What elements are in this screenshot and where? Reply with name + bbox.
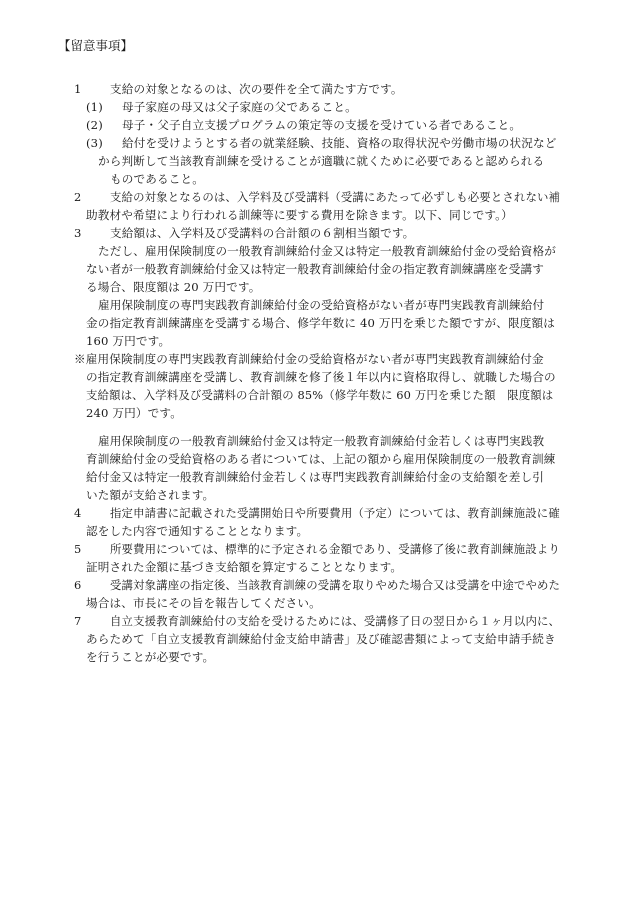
sub-text: 母子・父子自立支援プログラムの策定等の支援を受けている者であること。	[122, 118, 522, 132]
item-number: 5	[74, 542, 82, 556]
note-block	[74, 350, 560, 422]
para-line-4: いた額が支給されます。	[86, 488, 215, 502]
item-number: 1	[74, 82, 82, 96]
item-1-sub-2	[74, 116, 560, 134]
item-3-line-4: る場合、限度額は 20 万円です。	[86, 280, 261, 294]
note-line-3: 支給額は、入学料及び受講料の合計額の 85%（修学年数に 60 万円を乗じた額 限度額は	[86, 388, 554, 402]
item-7-line-2: あらためて「自立支援教育訓練給付金支給申請書」及び確認書類によって支給申請手続き	[86, 632, 556, 646]
item-2-line-1	[74, 188, 560, 206]
item-7	[74, 612, 560, 666]
item-3-line-3: ない者が一般教育訓練給付金又は特定一般教育訓練給付金の指定教育訓練講座を受講す	[86, 262, 545, 276]
item-2	[74, 188, 560, 224]
note-line-4: 240 万円）です。	[86, 406, 182, 420]
item-3-line-7: 160 万円です。	[86, 334, 171, 348]
item-7-line-3: を行うことが必要です。	[86, 650, 215, 664]
item-6-line-1	[74, 576, 560, 594]
item-number: 4	[74, 506, 82, 520]
item-6-line-2: 場合は、市長にその旨を報告してください。	[86, 596, 321, 610]
item-5-line-1	[74, 540, 560, 558]
supplement-paragraph	[74, 432, 560, 504]
item-1-sub-3-cont-1: から判断して当該教育訓練を受けることが適職に就くために必要であると認められる	[98, 154, 545, 168]
note-line-1: ※雇用保険制度の専門実践教育訓練給付金の受給資格がない者が専門実践教育訓練給付金	[74, 352, 544, 366]
item-3-line-6: 金の指定教育訓練講座を受講する場合、修学年数に 40 万円を乗じた額ですが、限度額は	[86, 316, 555, 330]
sub-text: 給付を受けようとする者の就業経験、技能、資格の取得状況や労働市場の状況など	[122, 136, 557, 150]
notes-heading: 【留意事項】	[58, 38, 134, 53]
item-7-line-1	[74, 612, 560, 630]
item-1-sub-1	[74, 98, 560, 116]
item-3-text-1: 支給額は、入学料及び受講料の合計額の６割相当額です。	[110, 226, 415, 240]
sub-text: 母子家庭の母又は父子家庭の父であること。	[122, 100, 357, 114]
item-4	[74, 504, 560, 540]
sub-label: (1)	[86, 100, 103, 114]
item-number: 2	[74, 190, 82, 204]
item-5-line-2: 証明された金額に基づき支給額を算定することとなります。	[86, 560, 403, 574]
item-3	[74, 224, 560, 350]
item-1-sub-3-cont-2: ものであること。	[110, 172, 204, 186]
sub-label: (2)	[86, 118, 103, 132]
item-3-line-5: 雇用保険制度の専門実践教育訓練給付金の受給資格がない者が専門実践教育訓練給付	[98, 298, 545, 312]
item-2-text-1: 支給の対象となるのは、入学料及び受講料（受講にあたって必ずしも必要とされない補	[110, 190, 561, 204]
item-number: 6	[74, 578, 82, 592]
item-6	[74, 576, 560, 612]
item-4-line-2: 認をした内容で通知することとなります。	[86, 524, 309, 538]
note-line-2: の指定教育訓練講座を受講し、教育訓練を修了後１年以内に資格取得し、就職した場合の	[86, 370, 556, 384]
para-line-2: 育訓練給付金の受給資格のある者については、上記の額から雇用保険制度の一般教育訓練	[86, 452, 556, 466]
item-number: 7	[74, 614, 82, 628]
para-line-3: 給付金又は特定一般教育訓練給付金若しくは専門実践教育訓練給付金の支給額を差し引	[86, 470, 545, 484]
item-7-text-1: 自立支援教育訓練給付の支給を受けるためには、受講修了日の翌日から１ヶ月以内に、	[110, 614, 561, 628]
item-2-line-2: 助教材や希望により行われる訓練等に要する費用を除きます。以下、同じです。）	[86, 208, 513, 222]
item-5-text-1: 所要費用については、標準的に予定される金額であり、受講修了後に教育訓練施設より	[110, 542, 560, 556]
item-1-lead-line	[74, 80, 560, 98]
item-1-lead: 支給の対象となるのは、次の要件を全て満たす方です。	[110, 82, 403, 96]
para-line-1: 雇用保険制度の一般教育訓練給付金又は特定一般教育訓練給付金若しくは専門実践教	[98, 434, 545, 448]
item-6-text-1: 受講対象講座の指定後、当該教育訓練の受講を取りやめた場合又は受講を中途でやめた	[110, 578, 561, 592]
item-3-line-2: ただし、雇用保険制度の一般教育訓練給付金又は特定一般教育訓練給付金の受給資格が	[98, 244, 557, 258]
item-3-line-1	[74, 224, 560, 242]
item-1-sub-3	[74, 134, 560, 152]
item-1	[74, 80, 560, 188]
item-5	[74, 540, 560, 576]
sub-label: (3)	[86, 136, 103, 150]
item-number: 3	[74, 226, 82, 240]
item-4-line-1	[74, 504, 560, 522]
item-4-text-1: 指定申請書に記載された受講開始日や所要費用（予定）については、教育訓練施設に確	[110, 506, 560, 520]
